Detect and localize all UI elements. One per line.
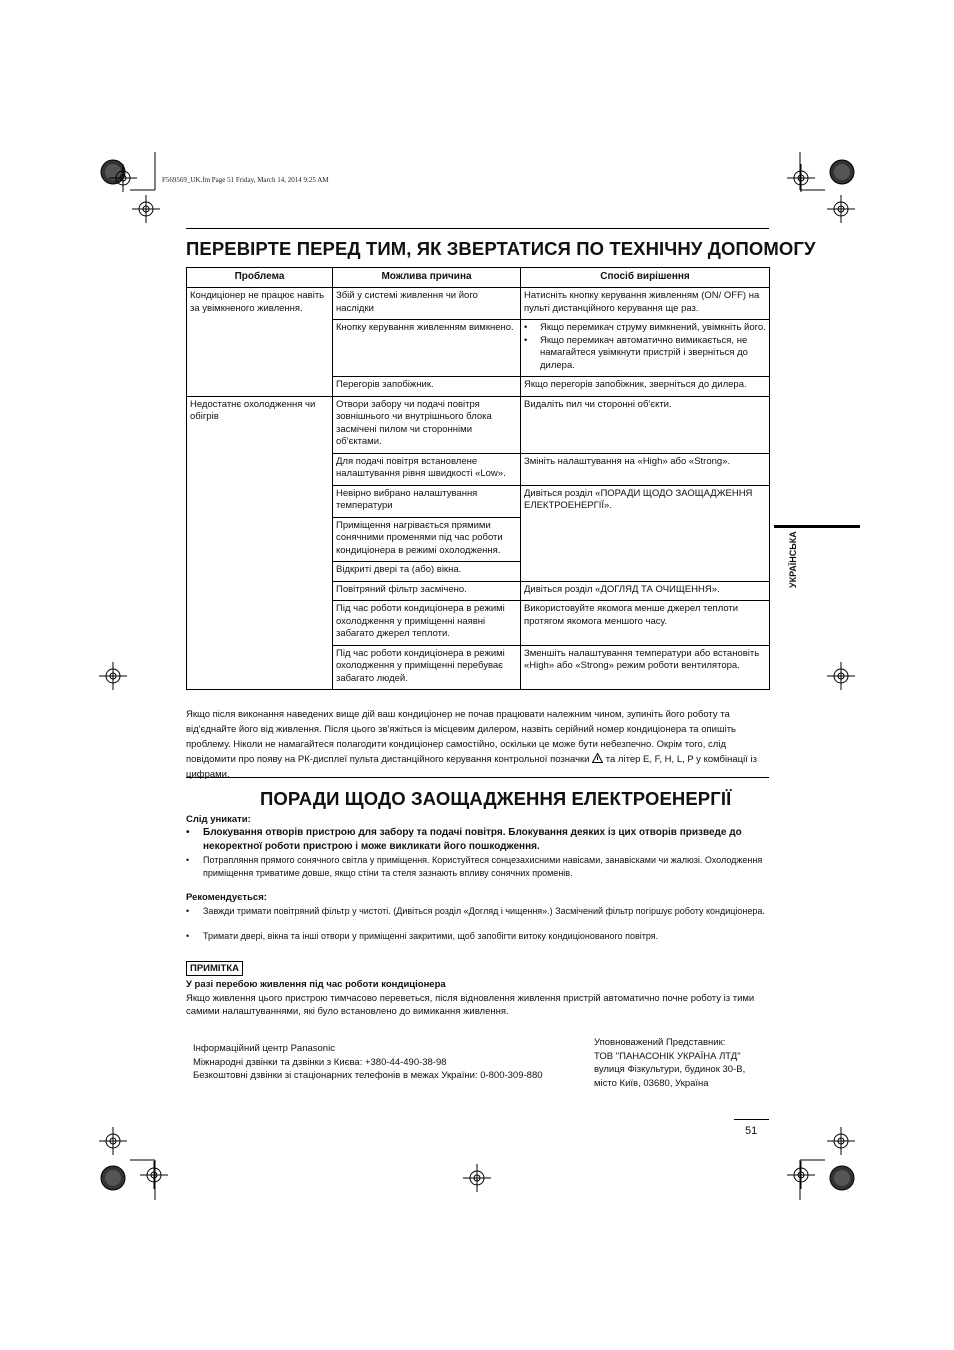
table-row <box>187 396 770 453</box>
cause-cell: Збій у системі живлення чи його наслідки <box>333 288 521 320</box>
problem-cell: Недостатнє охолодження чи обігрів <box>187 396 333 453</box>
table-row <box>187 377 770 397</box>
solution-cell: Натисніть кнопку керування живленням (ON/ OFF) на пульті дистанційного керування ще раз. <box>521 288 770 320</box>
note-label: ПРИМІТКА <box>186 961 243 976</box>
recommend-bullet-1-text: Завжди тримати повітряний фільтр у чистоті. (Дивіться розділ «Догляд і чищення».) Засмічений фільтр погіршує роботу кондиціонера. <box>203 906 765 916</box>
note-heading: У разі перебою живлення під час роботи кондиціонера <box>186 979 446 990</box>
cause-cell: Під час роботи кондиціонера в режимі охолодження у приміщенні перебуває забагато людей. <box>333 645 521 690</box>
table-row <box>187 453 770 485</box>
table-row <box>187 320 770 377</box>
solution-cell: Зменшіть налаштування температури або встановіть «High» або «Strong» режим роботи вентилятора. <box>521 645 770 690</box>
problem-cell <box>187 517 333 562</box>
section-title-troubleshooting: ПЕРЕВІРТЕ ПЕРЕД ТИМ, ЯК ЗВЕРТАТИСЯ ПО ТЕХНІЧНУ ДОПОМОГУ <box>186 238 816 259</box>
recommend-bullet-2-text: Тримати двері, вікна та інші отвори у приміщенні закритими, щоб запобігти витоку кондиціонованого повітря. <box>203 931 659 941</box>
list-item: • Якщо перемикач струму вимкнений, увімкніть його. <box>540 322 766 335</box>
troubleshooting-table <box>186 267 770 690</box>
cause-cell: Приміщення нагрівається прямими сонячними променями під час роботи кондиціонера в режимі охолодження. <box>333 517 521 562</box>
side-tab-label: УКРАЇНСЬКА <box>788 531 798 588</box>
solution-cell: Дивіться розділ «ПОРАДИ ЩОДО ЗАОЩАДЖЕННЯ ЕЛЕКТРОЕНЕРГІЇ». <box>521 485 770 517</box>
solution-cell: Використовуйте якомога менше джерел теплоти протягом якомога меншого часу. <box>521 601 770 646</box>
warning-icon <box>592 753 603 763</box>
table-row <box>187 645 770 690</box>
bullet-dot: • <box>186 906 190 916</box>
avoid-bullet-1-text: Блокування отворів пристрою для забору та подачі повітря. Блокування деяких із цих отворів призведе до некоректної роботи пристрою і може викликати його пошкодження. <box>203 827 742 852</box>
contact-line: Інформаційний центр Panasonic <box>193 1043 335 1054</box>
recommend-heading: Рекомендується: <box>186 892 267 903</box>
file-header: F569569_UK.fm Page 51 Friday, March 14, 2014 9:25 AM <box>162 176 329 184</box>
table-row <box>187 581 770 601</box>
cause-cell: Відкриті двері та (або) вікна. <box>333 562 521 582</box>
list-item: • Якщо перемикач автоматично вимикається, не намагайтеся увімкнути пристрій і зверніться до дилера. <box>540 335 766 373</box>
after-table-paragraph <box>186 707 769 782</box>
note-text: Якщо живлення цього пристрою тимчасово переветься, після відновлення живлення пристрій автоматично почне роботу із тими самими налаштуваннями, які було встановлено до вимикання живлення. <box>186 993 755 1017</box>
cause-cell: Кнопку керування живленням вимкнено. <box>333 320 521 377</box>
avoid-heading: Слід уникати: <box>186 814 251 825</box>
solution-cell <box>521 562 770 582</box>
header-solution: Спосіб вирішення <box>521 268 770 288</box>
problem-cell <box>187 485 333 517</box>
cause-cell: Для подачі повітря встановлене налаштування рівня швидкості «Low». <box>333 453 521 485</box>
recommend-bullet-1 <box>186 905 766 918</box>
cause-cell: Отвори забору чи подачі повітря зовнішнього чи внутрішнього блока засмічені пилом чи сторонніми об'єктами. <box>333 396 521 453</box>
solution-cell <box>521 517 770 562</box>
middle-rule <box>186 777 769 778</box>
bullet-dot: • <box>186 931 190 941</box>
bullet-dot: • <box>186 827 190 838</box>
table-row <box>187 601 770 646</box>
language-side-tab <box>774 525 860 616</box>
after-table-text-1: Якщо після виконання наведених вище дій ваш кондиціонер не почав працювати належним чином, зупиніть його роботу та від'єднайте його від живлення. Після цього зв'яжіться із місцевим дилером, назвіть серійний номер кондиціонера та опишіть проблему. Ніколи не намагайтеся полагодити кондиціонер самостійно, оскільки це може бути небезпечно. Окрім того, слід повідомити про появу на РК-дисплеї пульта дистанційного керування контрольної позначки <box>186 709 736 765</box>
table-row <box>187 517 770 562</box>
solution-cell: Видаліть пил чи сторонні об'єкти. <box>521 396 770 453</box>
problem-cell <box>187 562 333 582</box>
cause-cell: Повітряний фільтр засмічено. <box>333 581 521 601</box>
contact-info-left <box>193 1042 543 1083</box>
problem-cell <box>187 581 333 601</box>
bullet-dot: • <box>186 855 190 865</box>
cause-cell: Перегорів запобіжник. <box>333 377 521 397</box>
contact-line: Безкоштовні дзвінки зі стаціонарних телефонів в межах України: 0-800-309-880 <box>193 1070 543 1081</box>
problem-cell <box>187 377 333 397</box>
avoid-bullet-2-text: Потрапляння прямого сонячного світла у приміщення. Користуйтеся сонцезахисними навісами, занавісками чи жалюзі. Охолодження приміщення триватиме довше, якщо стіни та стеля зазнають впливу сонячних променів. <box>203 855 763 878</box>
cause-cell: Невірно вибрано налаштування температури <box>333 485 521 517</box>
problem-cell <box>187 453 333 485</box>
solution-cell: Дивіться розділ «ДОГЛЯД ТА ОЧИЩЕННЯ». <box>521 581 770 601</box>
problem-cell <box>187 320 333 377</box>
contact-line: місто Київ, 03680, Україна <box>594 1077 709 1089</box>
recommend-bullet-2 <box>186 930 766 943</box>
header-problem: Проблема <box>187 268 333 288</box>
contact-line: Міжнародні дзвінки та дзвінки з Києва: +380-44-490-38-98 <box>193 1056 447 1068</box>
problem-cell <box>187 645 333 690</box>
solution-cell: Змініть налаштування на «High» або «Strong». <box>521 453 770 485</box>
contact-line: ТОВ "ПАНАСОНІК УКРАЇНА ЛТД" <box>594 1050 741 1062</box>
cause-cell: Під час роботи кондиціонера в режимі охолодження у приміщенні наявні забагато джерел теплоти. <box>333 601 521 646</box>
problem-cell <box>187 601 333 646</box>
solution-cell: Якщо перегорів запобіжник, зверніться до дилера. <box>521 377 770 397</box>
problem-cell: Кондиціонер не працює навіть за увімкненого живлення. <box>187 288 333 320</box>
page-number: 51 <box>745 1125 758 1137</box>
table-row <box>187 288 770 320</box>
solution-list <box>524 322 766 372</box>
section-title-energy: ПОРАДИ ЩОДО ЗАОЩАДЖЕННЯ ЕЛЕКТРОЕНЕРГІЇ <box>260 788 732 809</box>
after-table-text-2: та літер E, F, H, L, P у комбінації із цифрами. <box>186 754 757 780</box>
top-rule <box>186 228 769 229</box>
avoid-bullet-2 <box>186 854 766 880</box>
table-row <box>187 562 770 582</box>
page-number-rule <box>734 1119 769 1120</box>
table-header-row <box>187 268 770 288</box>
solution-cell <box>521 320 770 377</box>
contact-line: Уповноважений Представник: <box>594 1037 726 1048</box>
avoid-bullet-1 <box>186 826 766 854</box>
contact-line: вулиця Фізкультури, будинок 30-В, <box>594 1064 746 1075</box>
table-row <box>187 485 770 517</box>
header-cause: Можлива причина <box>333 268 521 288</box>
contact-info-right <box>594 1036 745 1090</box>
